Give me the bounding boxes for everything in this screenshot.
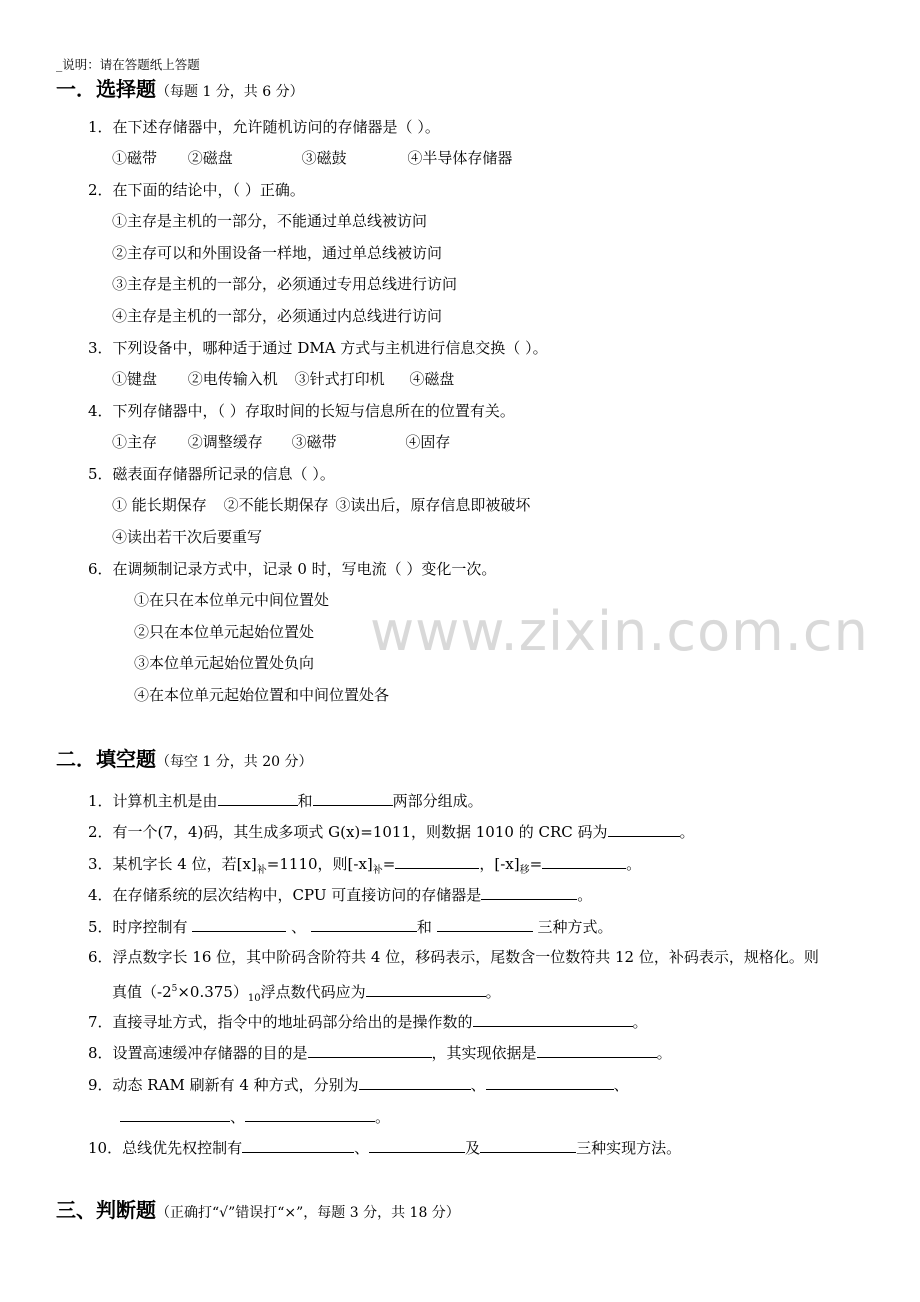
option: ④在本位单元起始位置和中间位置处各	[134, 686, 390, 704]
section-title-judge: 三、判断题（正确打“√”错误打“×”，每题 3 分，共 18 分）	[56, 1198, 460, 1222]
option: ④读出若干次后要重写	[112, 528, 263, 546]
option: ②主存可以和外围设备一样地，通过单总线被访问	[112, 244, 443, 262]
option: ① 能长期保存	[112, 496, 207, 514]
option: ③读出后，原存信息即被破坏	[335, 496, 531, 514]
option: ③针式打印机	[294, 370, 385, 388]
fill-question-5: 5．时序控制有 、 和 三种方式。	[88, 918, 613, 936]
section-title-choice: 一．选择题（每题 1 分，共 6 分）	[56, 77, 304, 101]
answer-blank[interactable]	[313, 790, 393, 806]
answer-blank[interactable]	[395, 853, 479, 869]
question-3-options	[112, 369, 454, 389]
answer-blank[interactable]	[537, 1042, 657, 1058]
answer-blank[interactable]	[359, 1074, 471, 1090]
instruction-note: _说明：请在答题纸上答题	[56, 57, 200, 72]
option: ①主存	[112, 433, 158, 451]
question-4-options	[112, 432, 450, 452]
option: ④半导体存储器	[407, 149, 513, 167]
answer-blank[interactable]	[608, 821, 680, 837]
fill-question-7: 7．直接寻址方式，指令中的地址码部分给出的是操作数的 。	[88, 1013, 648, 1031]
fill-question-9: 9．动态 RAM 刷新有 4 种方式，分别为 、 、	[88, 1076, 629, 1094]
option: ②只在本位单元起始位置处	[134, 623, 315, 641]
question-1-options	[112, 148, 512, 168]
answer-blank[interactable]	[120, 1106, 230, 1122]
section-title-fill: 二．填空题（每空 1 分，共 20 分）	[56, 747, 313, 771]
answer-blank[interactable]	[218, 790, 298, 806]
option: ③本位单元起始位置处负向	[134, 654, 315, 672]
answer-blank[interactable]	[242, 1137, 354, 1153]
answer-blank[interactable]	[473, 1011, 633, 1027]
option: ①主存是主机的一部分，不能通过单总线被访问	[112, 212, 428, 230]
answer-blank[interactable]	[542, 853, 626, 869]
answer-blank[interactable]	[486, 1074, 614, 1090]
fill-question-9-cont: 、 。	[120, 1106, 390, 1127]
answer-blank[interactable]	[308, 1042, 432, 1058]
option: ④主存是主机的一部分，必须通过内总线进行访问	[112, 307, 443, 325]
option: ④磁盘	[409, 370, 455, 388]
fill-question-10: 10．总线优先权控制有 、 及 三种实现方法。	[88, 1139, 682, 1157]
question-5: 5．磁表面存储器所记录的信息（ ）。	[88, 465, 335, 483]
question-1: 1．在下述存储器中，允许随机访问的存储器是（ ）。	[88, 118, 440, 136]
fill-question-3: 3．某机字长 4 位，若$[x]_补=1110$，则$[-x]_补=$ ，$[-x]_移=$ 。	[88, 855, 642, 876]
watermark: www.zixin.com.cn	[370, 600, 869, 663]
option: ③磁鼓	[301, 149, 347, 167]
option: ③磁带	[291, 433, 337, 451]
question-2: 2．在下面的结论中，（ ）正确。	[88, 181, 305, 199]
question-3: 3．下列设备中，哪种适于通过 DMA 方式与主机进行信息交换（ ）。	[88, 339, 548, 357]
answer-blank[interactable]	[369, 1137, 465, 1153]
fill-question-2: 2．有一个(7，4)码，其生成多项式 G(x)=1011，则数据 1010 的 CRC 码为 。	[88, 823, 695, 841]
option: ②调整缓存	[187, 433, 263, 451]
answer-blank[interactable]	[192, 916, 286, 932]
question-6: 6．在调频制记录方式中，记录 0 时，写电流（ ）变化一次。	[88, 560, 497, 578]
option: ①键盘	[112, 370, 158, 388]
question-5-options	[112, 495, 530, 515]
option: ①磁带	[112, 149, 158, 167]
option: ②不能长期保存	[223, 496, 329, 514]
fill-question-6: 6．浮点数字长 16 位，其中阶码含阶符共 4 位，移码表示，尾数含一位数符共 12 位，补码表示，规格化。则	[88, 948, 819, 966]
option: ②磁盘	[187, 149, 233, 167]
fill-question-8: 8．设置高速缓冲存储器的目的是 ，其实现依据是 。	[88, 1044, 672, 1062]
answer-blank[interactable]	[437, 916, 533, 932]
question-4: 4．下列存储器中，（ ）存取时间的长短与信息所在的位置有关。	[88, 402, 515, 420]
option: ②电传输入机	[187, 370, 278, 388]
fill-question-1: 1．计算机主机是由 和 两部分组成。	[88, 792, 483, 810]
answer-blank[interactable]	[480, 1137, 576, 1153]
option: ③主存是主机的一部分，必须通过专用总线进行访问	[112, 275, 458, 293]
option: ①在只在本位单元中间位置处	[134, 591, 330, 609]
answer-blank[interactable]	[245, 1106, 375, 1122]
fill-question-6-cont: 真值$(-2^5\times 0.375)_{10}$浮点数代码应为 。	[112, 983, 501, 1004]
fill-question-4: 4．在存储系统的层次结构中，CPU 可直接访问的存储器是 。	[88, 886, 593, 904]
option: ④固存	[405, 433, 451, 451]
answer-blank[interactable]	[481, 884, 577, 900]
answer-blank[interactable]	[311, 916, 417, 932]
answer-blank[interactable]	[366, 981, 486, 997]
